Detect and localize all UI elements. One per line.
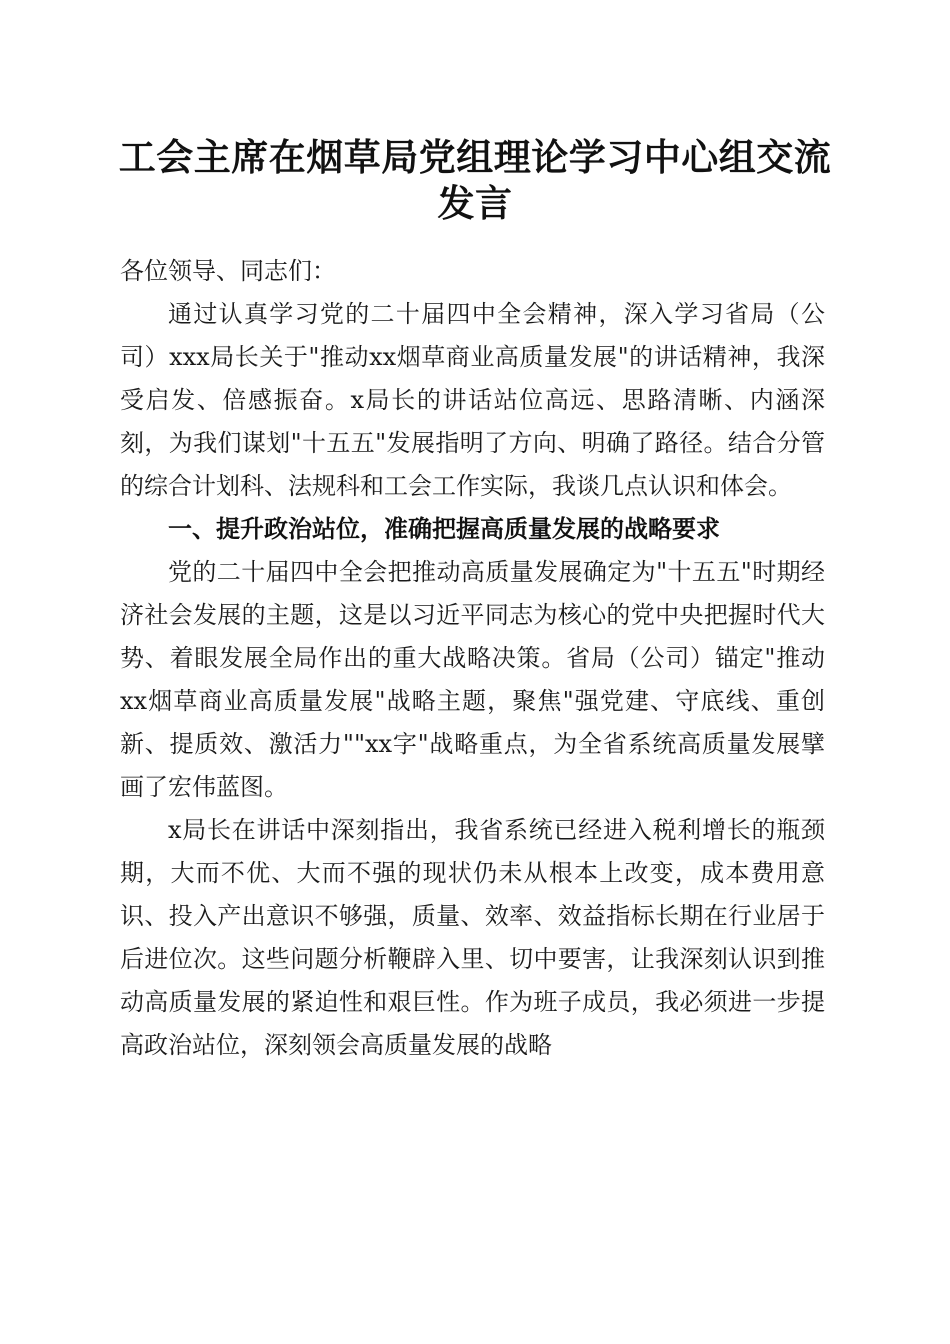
greeting: 各位领导、同志们： [120, 257, 336, 285]
paragraph-section1-1: 党的二十届四中全会把推动高质量发展确定为"十五五"时期经济社会发展的主题，这是以习近平同志为核心的党中央把握时代大势、着眼发展全局作出的重大战略决策。省局（公司）锚定"推动xx烟草商业高质量发展"战略主题，聚焦"强党建、守底线、重创新、提质效、激活力""xx字"战略重点，为全省系统高质量发展擘画了宏伟蓝图。 [120, 558, 825, 801]
paragraph-intro: 通过认真学习党的二十届四中全会精神，深入学习省局（公司）xxx局长关于"推动xx烟草商业高质量发展"的讲话精神，我深受启发、倍感振奋。x局长的讲话站位高远、思路清晰、内涵深刻，为我们谋划"十五五"发展指明了方向、明确了路径。结合分管的综合计划科、法规科和工会工作实际，我谈几点认识和体会。 [120, 300, 825, 500]
paragraph-section1-2: x局长在讲话中深刻指出，我省系统已经进入税利增长的瓶颈期，大而不优、大而不强的现状仍未从根本上改变，成本费用意识、投入产出意识不够强，质量、效率、效益指标长期在行业居于后进位次。这些问题分析鞭辟入里、切中要害，让我深刻认识到推动高质量发展的紧迫性和艰巨性。作为班子成员，我必须进一步提高政治站位，深刻领会高质量发展的战略 [120, 816, 825, 1059]
document-body [120, 250, 825, 1067]
document-title: 工会主席在烟草局党组理论学习中心组交流发言 [118, 135, 832, 225]
section-heading-1: 一、提升政治站位，准确把握高质量发展的战略要求 [168, 515, 720, 543]
